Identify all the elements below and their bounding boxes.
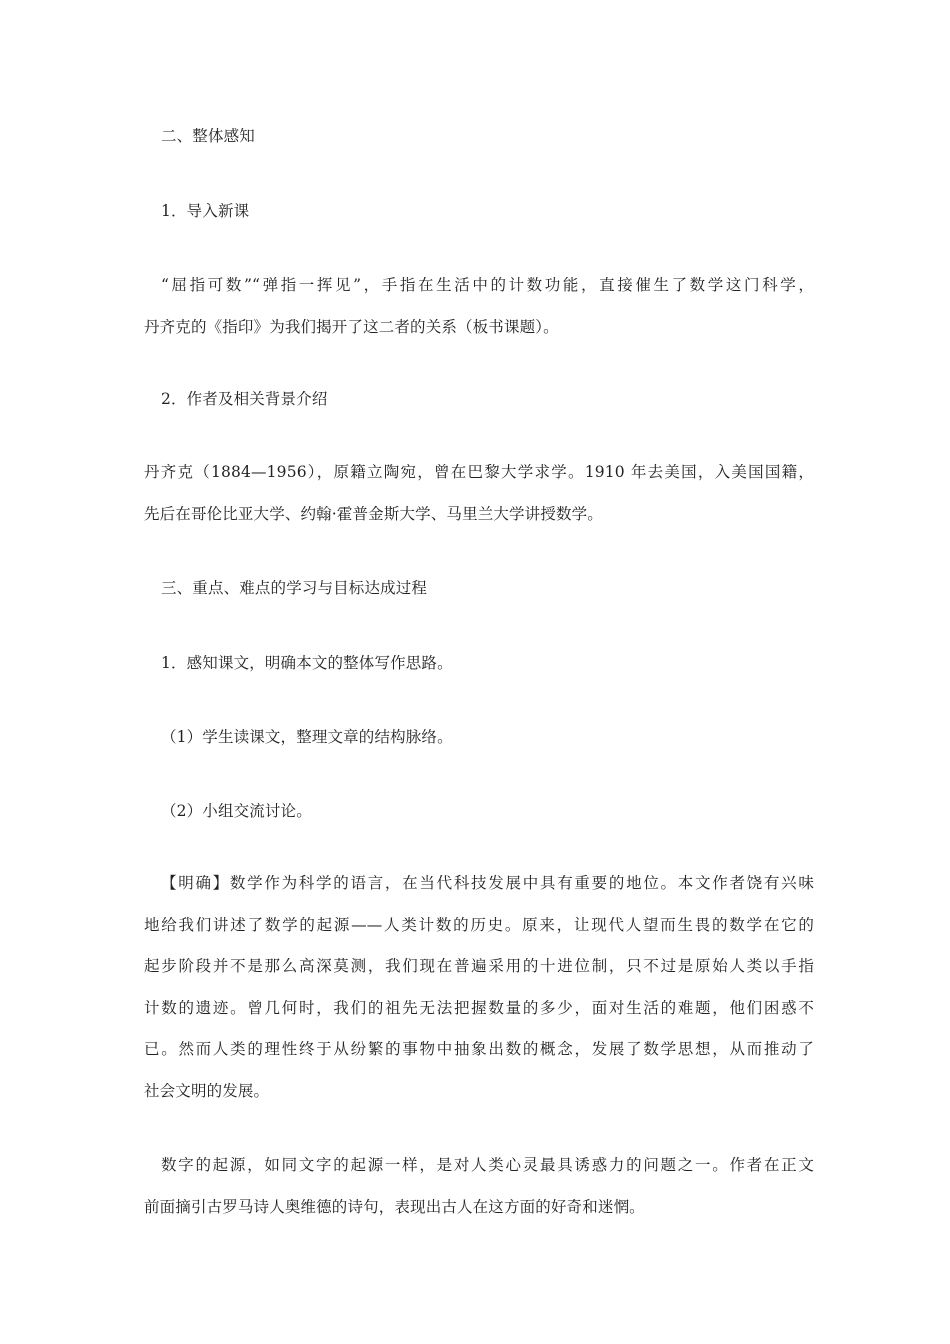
paragraph-line: 【明确】数学作为科学的语言，在当代科技发展中具有重要的地位。本文作者饶有兴味 (161, 874, 814, 892)
subsection-heading: 2．作者及相关背景介绍 (161, 390, 328, 408)
subsection-heading: 1．导入新课 (161, 202, 250, 220)
paragraph-line: 已。然而人类的理性终于从纷繁的事物中抽象出数的概念，发展了数学思想，从而推动了 (144, 1040, 814, 1058)
section-heading: 三、重点、难点的学习与目标达成过程 (161, 579, 428, 597)
paragraph-line: 丹齐克（1884—1956），原籍立陶宛，曾在巴黎大学求学。1910 年去美国，入美国国籍， (144, 463, 814, 481)
paragraph-line: “屈指可数”“弹指一挥见”，手指在生活中的计数功能，直接催生了数学这门科学， (161, 276, 814, 294)
subsection-heading: 1．感知课文，明确本文的整体写作思路。 (161, 654, 453, 672)
paragraph-line: 社会文明的发展。 (144, 1082, 270, 1100)
paragraph-line: 前面摘引古罗马诗人奥维德的诗句，表现出古人在这方面的好奇和迷惘。 (144, 1198, 645, 1216)
paragraph-line: 计数的遗迹。曾几何时，我们的祖先无法把握数量的多少，面对生活的难题，他们困惑不 (144, 999, 814, 1017)
paragraph-line: 丹齐克的《指印》为我们揭开了这二者的关系（板书课题）。 (144, 318, 559, 336)
list-item: （1）学生读课文，整理文章的结构脉络。 (161, 728, 453, 746)
paragraph-line: 先后在哥伦比亚大学、约翰·霍普金斯大学、马里兰大学讲授数学。 (144, 505, 603, 523)
list-item: （2）小组交流讨论。 (161, 802, 312, 820)
section-heading: 二、整体感知 (161, 127, 255, 145)
paragraph-line: 地给我们讲述了数学的起源——人类计数的历史。原来，让现代人望而生畏的数学在它的 (144, 916, 814, 934)
paragraph-line: 数字的起源，如同文字的起源一样，是对人类心灵最具诱惑力的问题之一。作者在正文 (161, 1156, 814, 1174)
paragraph-line: 起步阶段并不是那么高深莫测，我们现在普遍采用的十进位制，只不过是原始人类以手指 (144, 957, 814, 975)
